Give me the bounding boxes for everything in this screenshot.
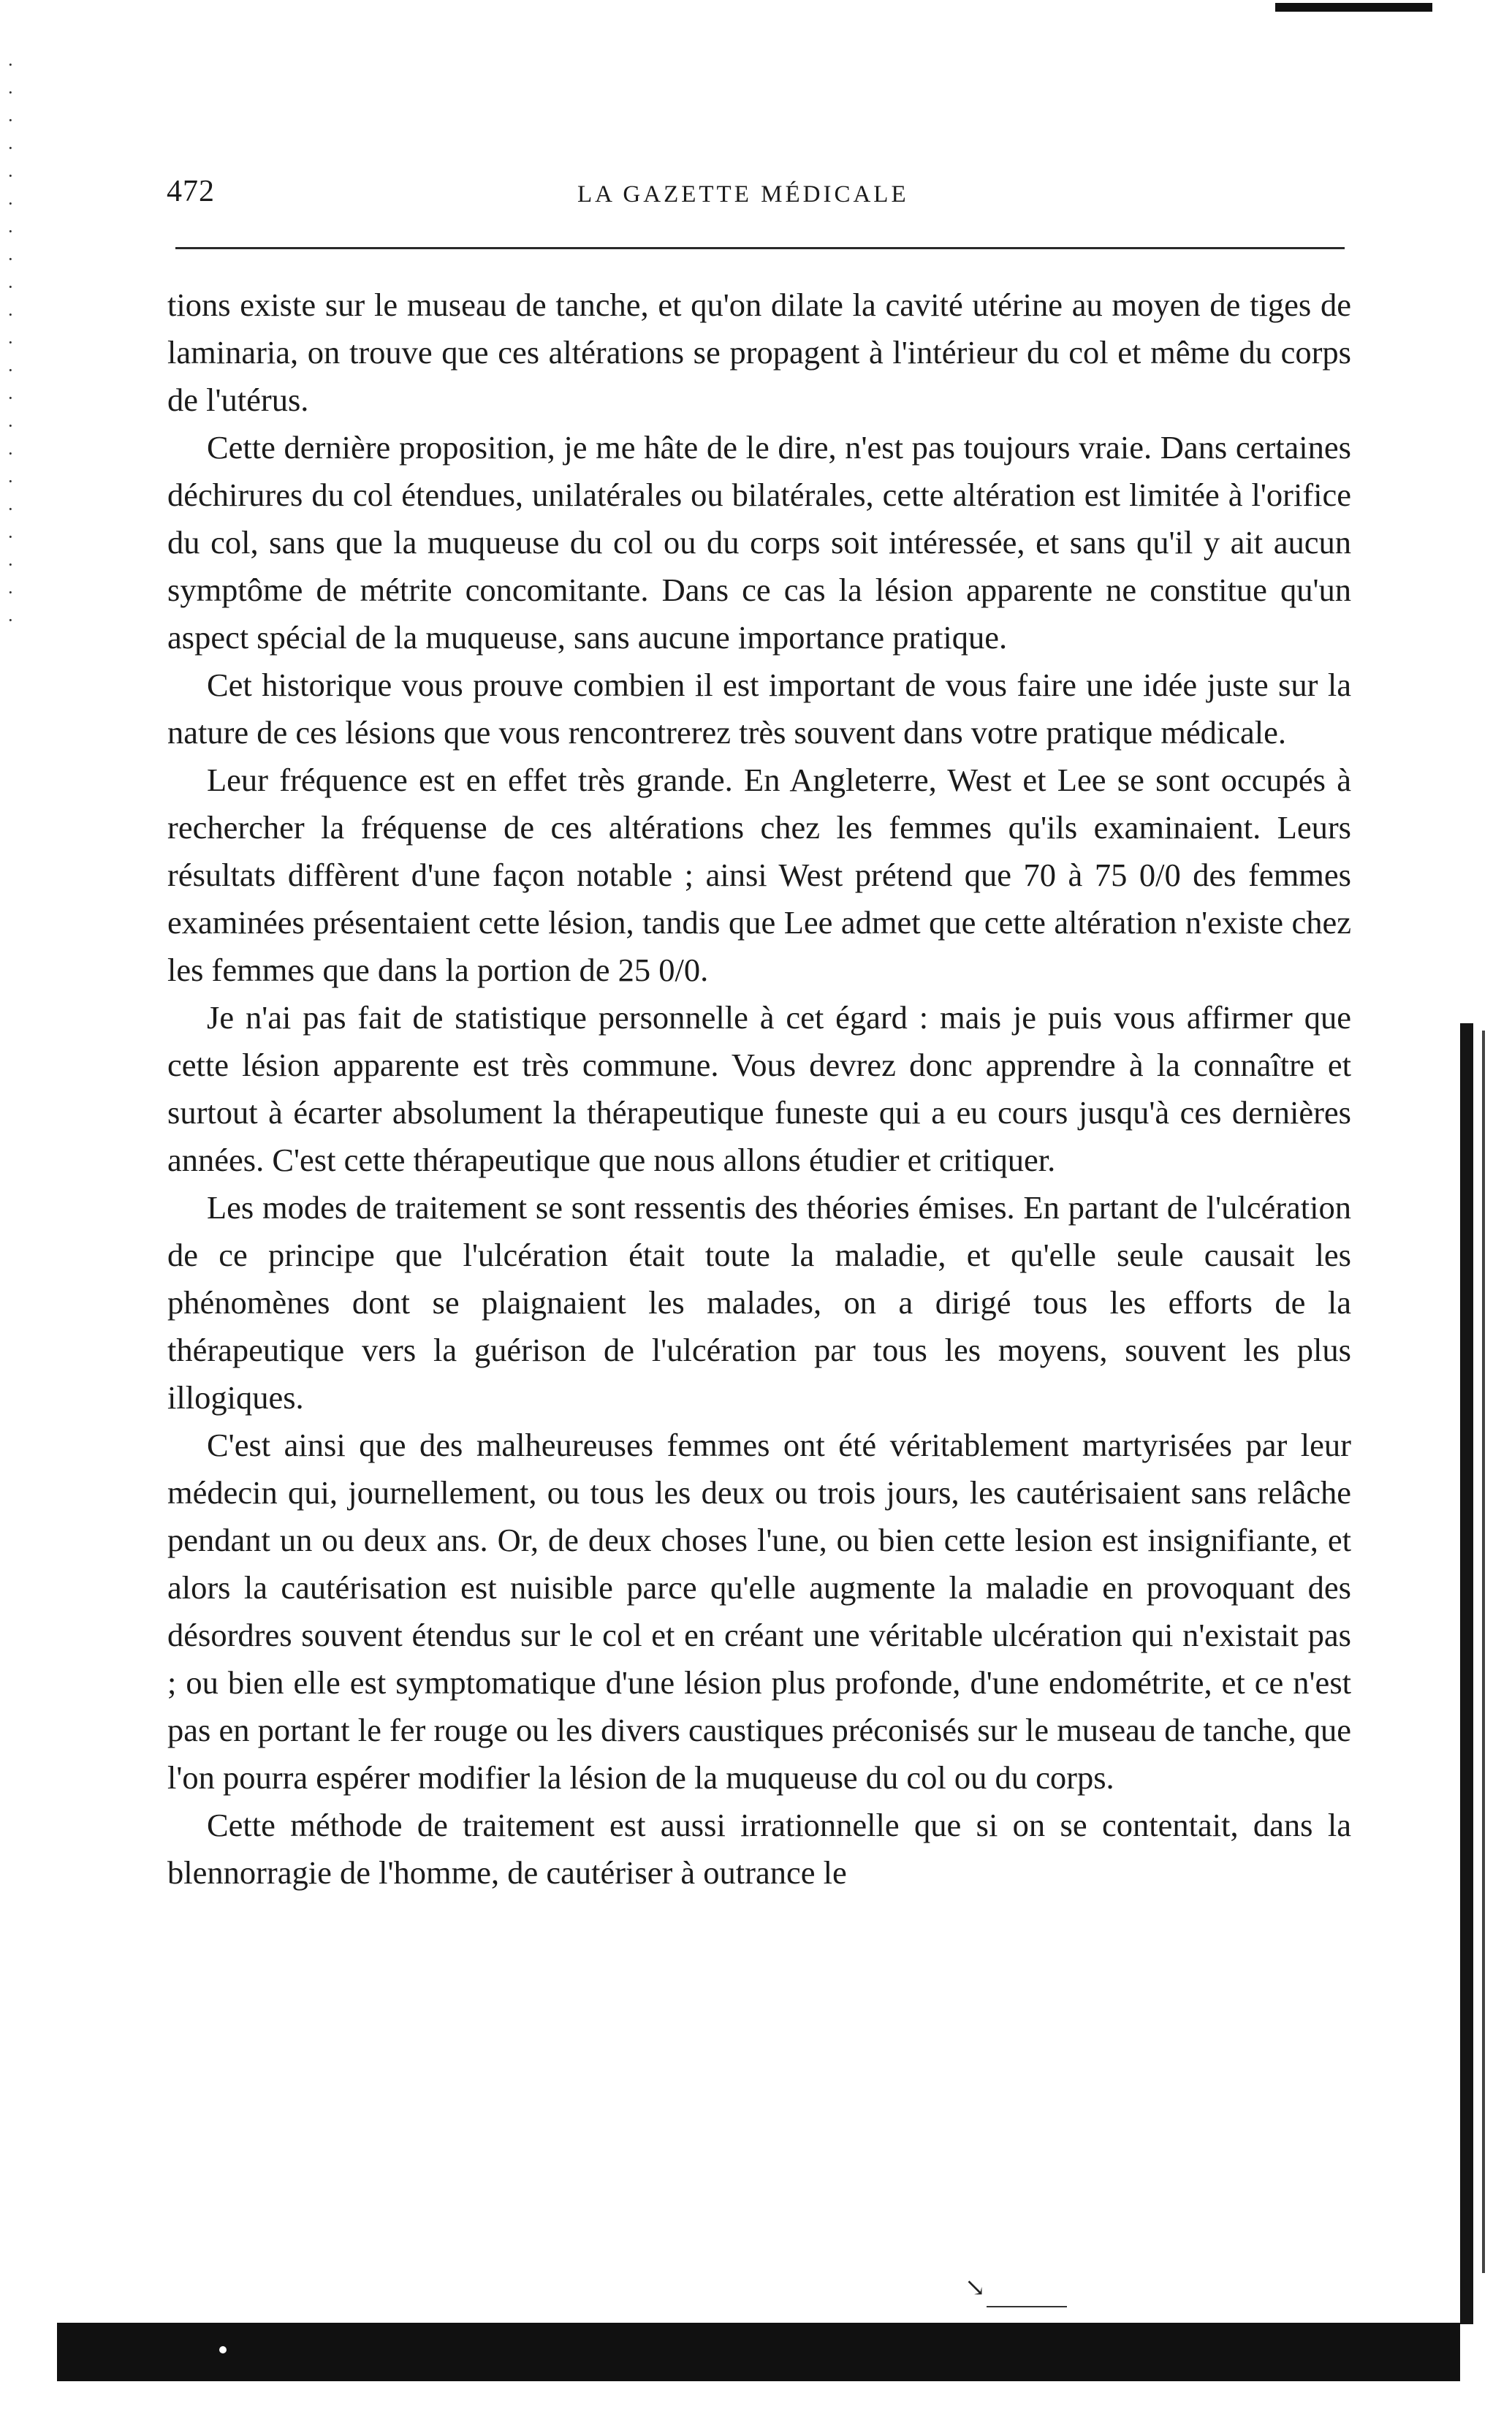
paragraph-3: Cet historique vous prouve combien il est important de vous faire une idée juste sur la nature de ces lésions que vous rencontrerez très souvent dans votre pratique médicale.: [167, 667, 1351, 751]
paragraph-2: Cette dernière proposition, je me hâte de le dire, n'est pas toujours vraie. Dans certaines déchirures du col étendues, unilatérales ou bilatérales, cette altération est limitée à l'orifice du col, sans que la muqueuse du col ou du corps soit intéressée, et sans qu'il y ait aucun symptôme de métrite concomitante. Dans ce cas la lésion apparente ne constitue qu'un aspect spécial de la muqueuse, sans aucune importance pratique.: [167, 429, 1351, 656]
scan-dot: [219, 2346, 227, 2353]
margin-specks: · · · · · · · · · · · · · · · · · · · · ·: [7, 54, 14, 631]
running-head: LA GAZETTE MÉDICALE: [577, 181, 909, 208]
paragraph-7: C'est ainsi que des malheureuses femmes ont été véritablement martyrisées par leur médecin qui, journellement, ou tous les deux ou trois jours, les cautérisaient sans relâche pendant un ou deux ans. Or, de deux choses l'une, ou bien cette lesion est insignifiante, et alors la cautérisation est nuisible parce qu'elle augmente la maladie en provoquant des désordres souvent étendus sur le col et en créant une véritable ulcération qui n'existait pas ; ou bien elle est symptomatique d'une lésion plus profonde, d'une endométrite, et ce n'est pas en portant le fer rouge ou les divers caustiques préconisés sur le museau de tanche, que l'on pourra espérer modifier la lésion de la muqueuse du col ou du corps.: [167, 1427, 1351, 1796]
footer-mark: ↘: [965, 2275, 986, 2302]
paragraph-4: Leur fréquence est en effet très grande. En Angleterre, West et Lee se sont occupés à rechercher la fréquense de ces altérations chez les femmes qu'ils examinaient. Leurs résultats diffèrent d'une façon notable ; ainsi West prétend que 70 à 75 0/0 des femmes examinées présentaient cette lésion, tandis que Lee admet que cette altération n'existe chez les femmes que dans la portion de 25 0/0.: [167, 762, 1351, 988]
paragraph-1: tions existe sur le museau de tanche, et qu'on dilate la cavité utérine au moyen de tiges de laminaria, on trouve que ces altérations se propagent à l'intérieur du col et même du corps de l'utérus.: [167, 287, 1351, 418]
header-rule: [175, 247, 1345, 249]
paragraph-8: Cette méthode de traitement est aussi irrationnelle que si on se contentait, dans la blennorragie de l'homme, de cautériser à outrance le: [167, 1807, 1351, 1891]
scan-edge-mark: [1275, 3, 1432, 12]
page-number: 472: [167, 175, 215, 208]
paragraph-6: Les modes de traitement se sont ressentis des théories émises. En partant de l'ulcération de ce principe que l'ulcération était toute la maladie, et qu'elle seule causait les phénomènes dont se plaignaient les malades, on a dirigé tous les efforts de la thérapeutique vers la guérison de l'ulcération par tous les moyens, souvent les plus illogiques.: [167, 1189, 1351, 1416]
bottom-scan-edge: [57, 2323, 1460, 2381]
paragraph-5: Je n'ai pas fait de statistique personnelle à cet égard : mais je puis vous affirmer que cette lésion apparente est très commune. Vous devrez donc apprendre à la connaître et surtout à écarter absolument la thérapeutique funeste qui a eu cours jusqu'à ces dernières années. C'est cette thérapeutique que nous allons étudier et critiquer.: [167, 999, 1351, 1178]
footer-rule: [987, 2306, 1067, 2307]
binding-edge: [1482, 1031, 1485, 2273]
binding-shadow: [1460, 1023, 1473, 2324]
body-text: [167, 281, 1351, 1897]
